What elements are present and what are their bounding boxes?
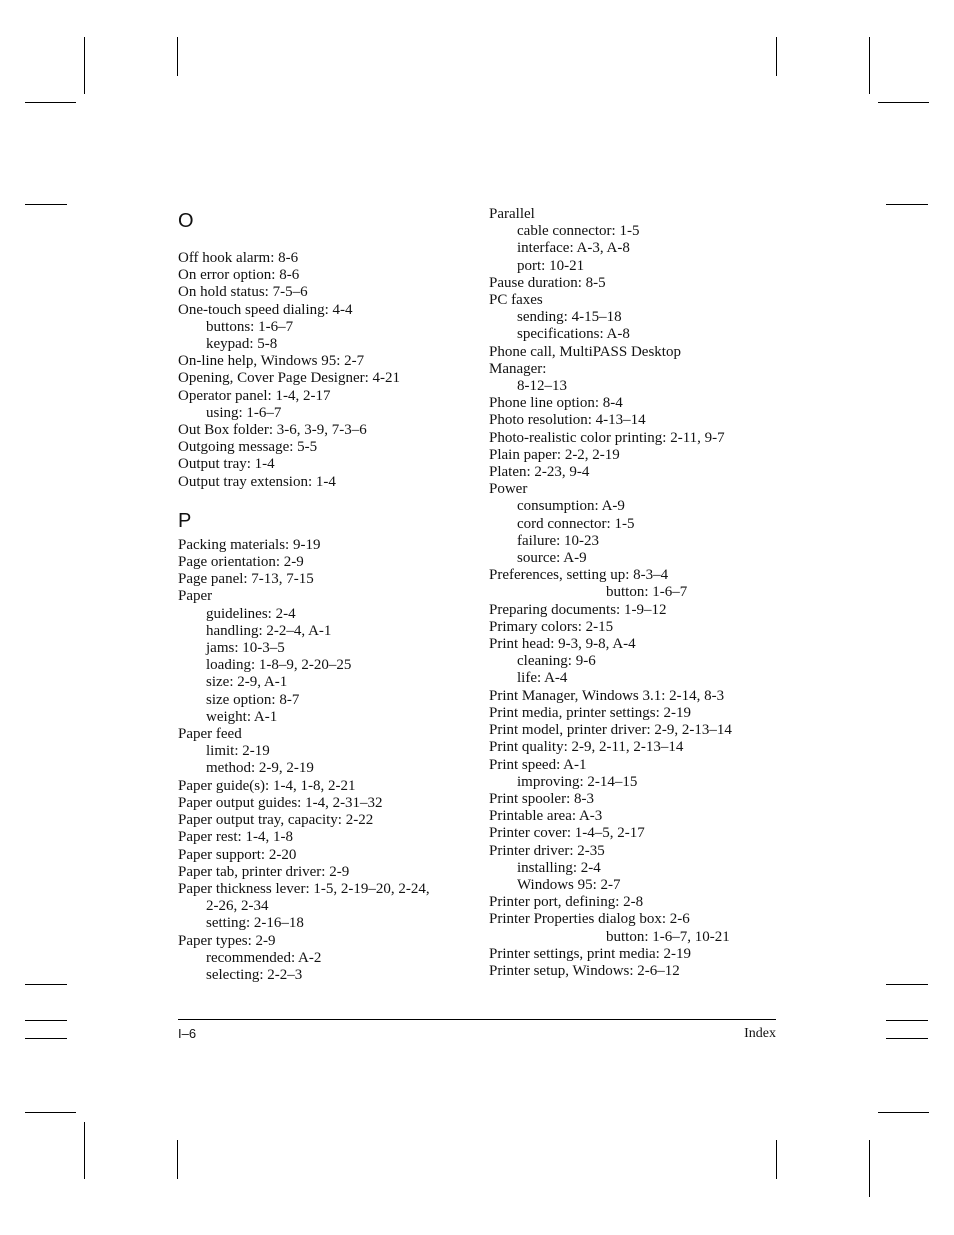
section-letter-heading: O — [178, 210, 194, 232]
index-subentry: cord connector: 1-5 — [517, 515, 635, 532]
index-subentry: using: 1-6–7 — [206, 404, 282, 421]
section-name: Index — [744, 1026, 776, 1041]
crop-mark — [776, 1140, 777, 1179]
index-entry: On hold status: 7-5–6 — [178, 284, 308, 301]
index-subentry: consumption: A-9 — [517, 498, 625, 515]
index-subentry: guidelines: 2-4 — [206, 605, 296, 622]
crop-mark — [886, 1038, 928, 1039]
index-subentry: 8-12–13 — [517, 378, 567, 395]
index-entry: Printer driver: 2-35 — [489, 842, 605, 859]
index-entry: Photo resolution: 4-13–14 — [489, 412, 646, 429]
index-entry: Platen: 2-23, 9-4 — [489, 464, 590, 481]
index-entry: Paper guide(s): 1-4, 1-8, 2-21 — [178, 777, 356, 794]
index-column-right — [489, 206, 789, 980]
crop-mark — [886, 984, 928, 985]
index-subentry: improving: 2-14–15 — [517, 773, 638, 790]
index-entry: Pause duration: 8-5 — [489, 274, 606, 291]
index-entry: Paper tab, printer driver: 2-9 — [178, 863, 350, 880]
index-entry: Manager: — [489, 360, 547, 377]
crop-mark — [878, 102, 929, 103]
index-entry: Opening, Cover Page Designer: 4-21 — [178, 370, 401, 387]
index-entry: On-line help, Windows 95: 2-7 — [178, 353, 365, 370]
index-entry: Paper output tray, capacity: 2-22 — [178, 812, 374, 829]
index-entry: Phone line option: 8-4 — [489, 395, 623, 412]
index-entry: Operator panel: 1-4, 2-17 — [178, 387, 331, 404]
index-entry: Print Manager, Windows 3.1: 2-14, 8-3 — [489, 687, 725, 704]
index-subentry: setting: 2-16–18 — [206, 915, 304, 932]
index-entry: Paper output guides: 1-4, 2-31–32 — [178, 794, 383, 811]
index-entry: Phone call, MultiPASS Desktop — [489, 343, 681, 360]
index-subentry: button: 1-6–7, 10-21 — [606, 928, 730, 945]
index-subentry: cleaning: 9-6 — [517, 653, 596, 670]
index-subentry: recommended: A-2 — [206, 949, 322, 966]
index-entry: Plain paper: 2-2, 2-19 — [489, 446, 620, 463]
index-entry: On error option: 8-6 — [178, 267, 300, 284]
index-entry: Parallel — [489, 206, 535, 222]
crop-mark — [84, 1122, 85, 1179]
crop-mark — [869, 1140, 870, 1197]
index-entry: Out Box folder: 3-6, 3-9, 7-3–6 — [178, 422, 367, 439]
index-entry: Printer settings, print media: 2-19 — [489, 945, 692, 962]
crop-mark — [25, 1038, 67, 1039]
index-subentry: installing: 2-4 — [517, 859, 601, 876]
index-entry: One-touch speed dialing: 4-4 — [178, 301, 353, 318]
index-subentry: button: 1-6–7 — [606, 584, 688, 601]
index-subentry: size option: 8-7 — [206, 691, 300, 708]
crop-mark — [878, 1112, 929, 1113]
index-subentry: failure: 10-23 — [517, 532, 600, 549]
crop-mark — [869, 37, 870, 94]
crop-mark — [84, 37, 85, 94]
index-entry: Print spooler: 8-3 — [489, 790, 594, 807]
index-entry: Print head: 9-3, 9-8, A-4 — [489, 636, 636, 653]
index-subentry: source: A-9 — [517, 550, 587, 567]
crop-mark — [25, 1020, 67, 1021]
index-entry: Page orientation: 2-9 — [178, 554, 304, 571]
index-subentry: life: A-4 — [517, 670, 568, 687]
index-subentry: limit: 2-19 — [206, 743, 270, 760]
crop-mark — [776, 37, 777, 76]
index-entry: Paper thickness lever: 1-5, 2-19–20, 2-24, — [178, 880, 430, 897]
index-entry: Off hook alarm: 8-6 — [178, 250, 299, 266]
index-subentry: selecting: 2-2–3 — [206, 966, 303, 983]
index-subentry: size: 2-9, A-1 — [206, 674, 288, 691]
index-entry: Photo-realistic color printing: 2-11, 9-7 — [489, 429, 725, 446]
index-entry: Paper — [178, 588, 213, 605]
index-subentry: sending: 4-15–18 — [517, 309, 622, 326]
crop-mark — [25, 204, 67, 205]
index-entry: Output tray: 1-4 — [178, 456, 275, 473]
index-subentry: interface: A-3, A-8 — [517, 240, 630, 257]
index-entry: Outgoing message: 5-5 — [178, 439, 318, 456]
crop-mark — [886, 204, 928, 205]
index-column-left — [178, 206, 478, 984]
index-entry: Paper support: 2-20 — [178, 846, 297, 863]
index-entry: Paper rest: 1-4, 1-8 — [178, 829, 293, 846]
index-subentry: jams: 10-3–5 — [206, 640, 285, 657]
index-subentry: method: 2-9, 2-19 — [206, 760, 314, 777]
index-subentry: buttons: 1-6–7 — [206, 318, 294, 335]
crop-mark — [886, 1020, 928, 1021]
index-entry: Print speed: A-1 — [489, 756, 587, 773]
index-entry: Printer Properties dialog box: 2-6 — [489, 911, 690, 928]
index-subentry: loading: 1-8–9, 2-20–25 — [206, 657, 352, 674]
index-entry: Preferences, setting up: 8-3–4 — [489, 567, 669, 584]
index-entry: Primary colors: 2-15 — [489, 618, 614, 635]
index-entry: Print quality: 2-9, 2-11, 2-13–14 — [489, 739, 684, 756]
crop-mark — [25, 1112, 76, 1113]
index-subentry: handling: 2-2–4, A-1 — [206, 622, 332, 639]
crop-mark — [25, 102, 76, 103]
index-entry: Paper feed — [178, 726, 242, 743]
page-number: I–6 — [178, 1026, 197, 1041]
crop-mark — [177, 1140, 178, 1179]
footer-rule — [178, 1019, 776, 1020]
index-entry: Printable area: A-3 — [489, 808, 603, 825]
section-letter-heading: P — [178, 509, 192, 532]
index-subentry: port: 10-21 — [517, 257, 585, 274]
index-entry: Preparing documents: 1-9–12 — [489, 601, 667, 618]
index-entry: PC faxes — [489, 292, 543, 309]
index-subentry: Windows 95: 2-7 — [517, 876, 621, 893]
index-subentry: weight: A-1 — [206, 708, 278, 725]
crop-mark — [177, 37, 178, 76]
index-entry: Print media, printer settings: 2-19 — [489, 704, 692, 721]
index-entry: Printer port, defining: 2-8 — [489, 894, 644, 911]
index-entry: Output tray extension: 1-4 — [178, 473, 336, 490]
index-entry: Paper types: 2-9 — [178, 932, 276, 949]
index-entry: Page panel: 7-13, 7-15 — [178, 571, 314, 588]
crop-mark — [25, 984, 67, 985]
index-subentry: cable connector: 1-5 — [517, 223, 640, 240]
index-subentry: 2-26, 2-34 — [206, 898, 269, 915]
index-entry: Power — [489, 481, 528, 498]
index-entry: Print model, printer driver: 2-9, 2-13–14 — [489, 722, 732, 739]
index-subentry: keypad: 5-8 — [206, 336, 278, 353]
index-entry: Packing materials: 9-19 — [178, 536, 321, 553]
index-subentry: specifications: A-8 — [517, 326, 630, 343]
index-entry: Printer setup, Windows: 2-6–12 — [489, 962, 680, 979]
index-entry: Printer cover: 1-4–5, 2-17 — [489, 825, 645, 842]
